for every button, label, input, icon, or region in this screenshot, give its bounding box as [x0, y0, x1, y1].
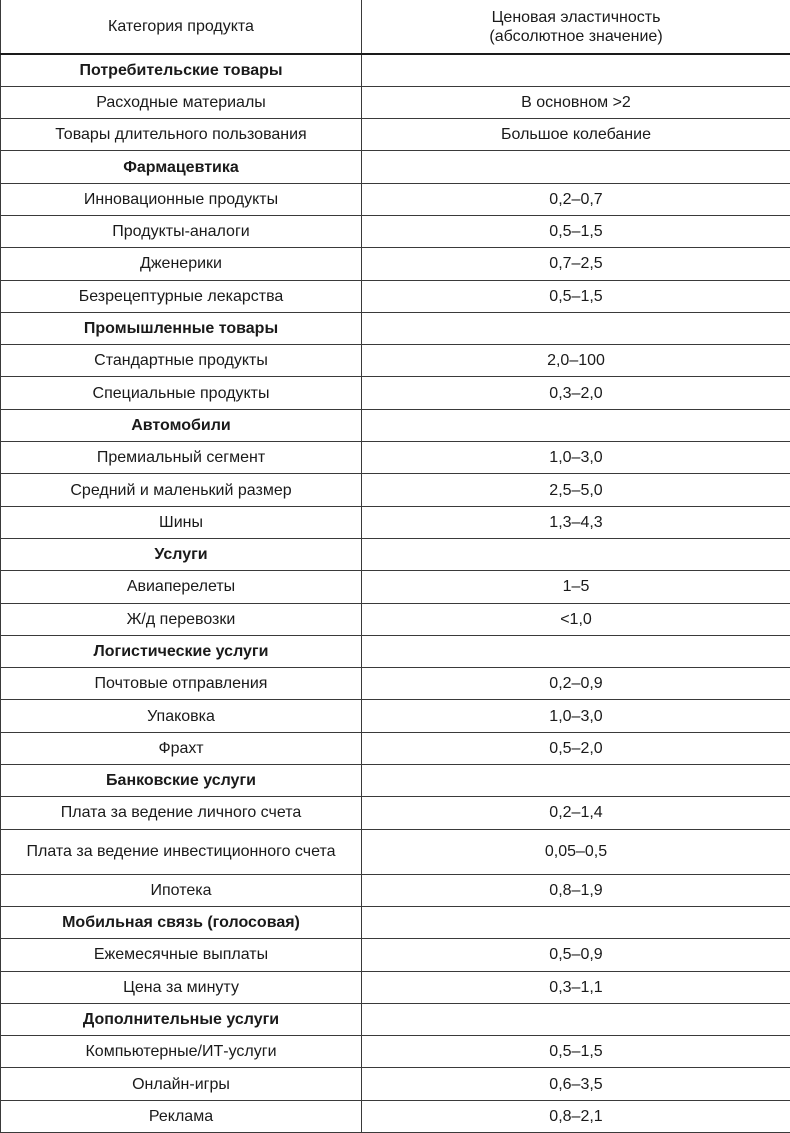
elasticity-value-cell — [362, 409, 790, 441]
category-cell: Компьютерные/ИТ-услуги — [1, 1036, 362, 1068]
elasticity-value-cell: 0,8–1,9 — [362, 874, 790, 906]
elasticity-value-cell — [362, 312, 790, 344]
elasticity-value-cell — [362, 151, 790, 183]
table-group-row — [1, 54, 790, 86]
header-elasticity-line1: Ценовая эластичность — [492, 9, 661, 26]
group-category-cell: Автомобили — [1, 409, 362, 441]
table-group-row — [1, 312, 790, 344]
header-category-label: Категория продукта — [108, 18, 254, 35]
category-cell: Онлайн-игры — [1, 1068, 362, 1100]
table-row — [1, 1036, 790, 1068]
elasticity-value-cell — [362, 1003, 790, 1035]
table-row — [1, 248, 790, 280]
elasticity-value-cell: 0,2–0,9 — [362, 668, 790, 700]
group-category-cell: Фармацевтика — [1, 151, 362, 183]
category-cell: Фрахт — [1, 732, 362, 764]
elasticity-value-cell: 0,2–1,4 — [362, 797, 790, 829]
table-row — [1, 506, 790, 538]
elasticity-value-cell: 1,0–3,0 — [362, 700, 790, 732]
category-cell: Цена за минуту — [1, 971, 362, 1003]
elasticity-value-cell: 1,3–4,3 — [362, 506, 790, 538]
elasticity-value-cell: 0,5–1,5 — [362, 1036, 790, 1068]
table-row — [1, 86, 790, 118]
category-cell: Плата за ведение личного счета — [1, 797, 362, 829]
elasticity-value-cell: 1,0–3,0 — [362, 442, 790, 474]
category-cell: Ж/д перевозки — [1, 603, 362, 635]
elasticity-value-cell: 0,5–2,0 — [362, 732, 790, 764]
table-row — [1, 829, 790, 874]
elasticity-value-cell: Большое колебание — [362, 119, 790, 151]
elasticity-value-cell: 0,6–3,5 — [362, 1068, 790, 1100]
category-cell: Стандартные продукты — [1, 345, 362, 377]
elasticity-value-cell: <1,0 — [362, 603, 790, 635]
header-elasticity-line2: (абсолютное значение) — [489, 28, 662, 45]
table-row — [1, 119, 790, 151]
group-category-cell: Банковские услуги — [1, 765, 362, 797]
category-cell: Шины — [1, 506, 362, 538]
category-cell: Почтовые отправления — [1, 668, 362, 700]
table-group-row — [1, 765, 790, 797]
table-row — [1, 474, 790, 506]
elasticity-value-cell: 1–5 — [362, 571, 790, 603]
group-category-cell: Логистические услуги — [1, 635, 362, 667]
table-row — [1, 668, 790, 700]
table-row — [1, 874, 790, 906]
header-category — [1, 0, 362, 54]
table-body — [1, 54, 790, 1133]
elasticity-value-cell: 0,5–1,5 — [362, 280, 790, 312]
table-row — [1, 183, 790, 215]
elasticity-value-cell — [362, 538, 790, 570]
category-cell: Премиальный сегмент — [1, 442, 362, 474]
table-row — [1, 700, 790, 732]
category-cell: Дженерики — [1, 248, 362, 280]
group-category-cell: Услуги — [1, 538, 362, 570]
header-elasticity — [362, 0, 790, 54]
group-category-cell: Мобильная связь (голосовая) — [1, 906, 362, 938]
table-row — [1, 1100, 790, 1132]
table-group-row — [1, 1003, 790, 1035]
elasticity-value-cell — [362, 765, 790, 797]
table-row — [1, 442, 790, 474]
elasticity-value-cell — [362, 635, 790, 667]
table-row — [1, 1068, 790, 1100]
table-row — [1, 797, 790, 829]
elasticity-value-cell: 0,8–2,1 — [362, 1100, 790, 1132]
category-cell: Безрецептурные лекарства — [1, 280, 362, 312]
elasticity-value-cell: В основном >2 — [362, 86, 790, 118]
table-group-row — [1, 635, 790, 667]
group-category-cell: Дополнительные услуги — [1, 1003, 362, 1035]
elasticity-value-cell: 2,5–5,0 — [362, 474, 790, 506]
elasticity-value-cell: 0,7–2,5 — [362, 248, 790, 280]
category-cell: Расходные материалы — [1, 86, 362, 118]
category-cell: Реклама — [1, 1100, 362, 1132]
elasticity-value-cell: 0,5–0,9 — [362, 939, 790, 971]
elasticity-value-cell — [362, 54, 790, 86]
category-cell: Плата за ведение инвестиционного счета — [1, 829, 362, 874]
table-group-row — [1, 409, 790, 441]
group-category-cell: Промышленные товары — [1, 312, 362, 344]
table-row — [1, 215, 790, 247]
elasticity-value-cell — [362, 906, 790, 938]
table-row — [1, 571, 790, 603]
category-cell: Товары длительного пользования — [1, 119, 362, 151]
table-group-row — [1, 906, 790, 938]
category-cell: Ежемесячные выплаты — [1, 939, 362, 971]
elasticity-value-cell: 0,3–2,0 — [362, 377, 790, 409]
category-cell: Упаковка — [1, 700, 362, 732]
table-row — [1, 345, 790, 377]
table-row — [1, 280, 790, 312]
group-category-cell: Потребительские товары — [1, 54, 362, 86]
table-header-row — [1, 0, 790, 54]
elasticity-value-cell: 0,3–1,1 — [362, 971, 790, 1003]
category-cell: Специальные продукты — [1, 377, 362, 409]
table-row — [1, 603, 790, 635]
table-group-row — [1, 538, 790, 570]
category-cell: Средний и маленький размер — [1, 474, 362, 506]
elasticity-value-cell: 0,5–1,5 — [362, 215, 790, 247]
category-cell: Авиаперелеты — [1, 571, 362, 603]
category-cell: Инновационные продукты — [1, 183, 362, 215]
table-row — [1, 971, 790, 1003]
category-cell: Продукты-аналоги — [1, 215, 362, 247]
category-cell: Ипотека — [1, 874, 362, 906]
elasticity-value-cell: 2,0–100 — [362, 345, 790, 377]
table-group-row — [1, 151, 790, 183]
elasticity-value-cell: 0,05–0,5 — [362, 829, 790, 874]
elasticity-value-cell: 0,2–0,7 — [362, 183, 790, 215]
table-row — [1, 377, 790, 409]
table-row — [1, 732, 790, 764]
table-row — [1, 939, 790, 971]
